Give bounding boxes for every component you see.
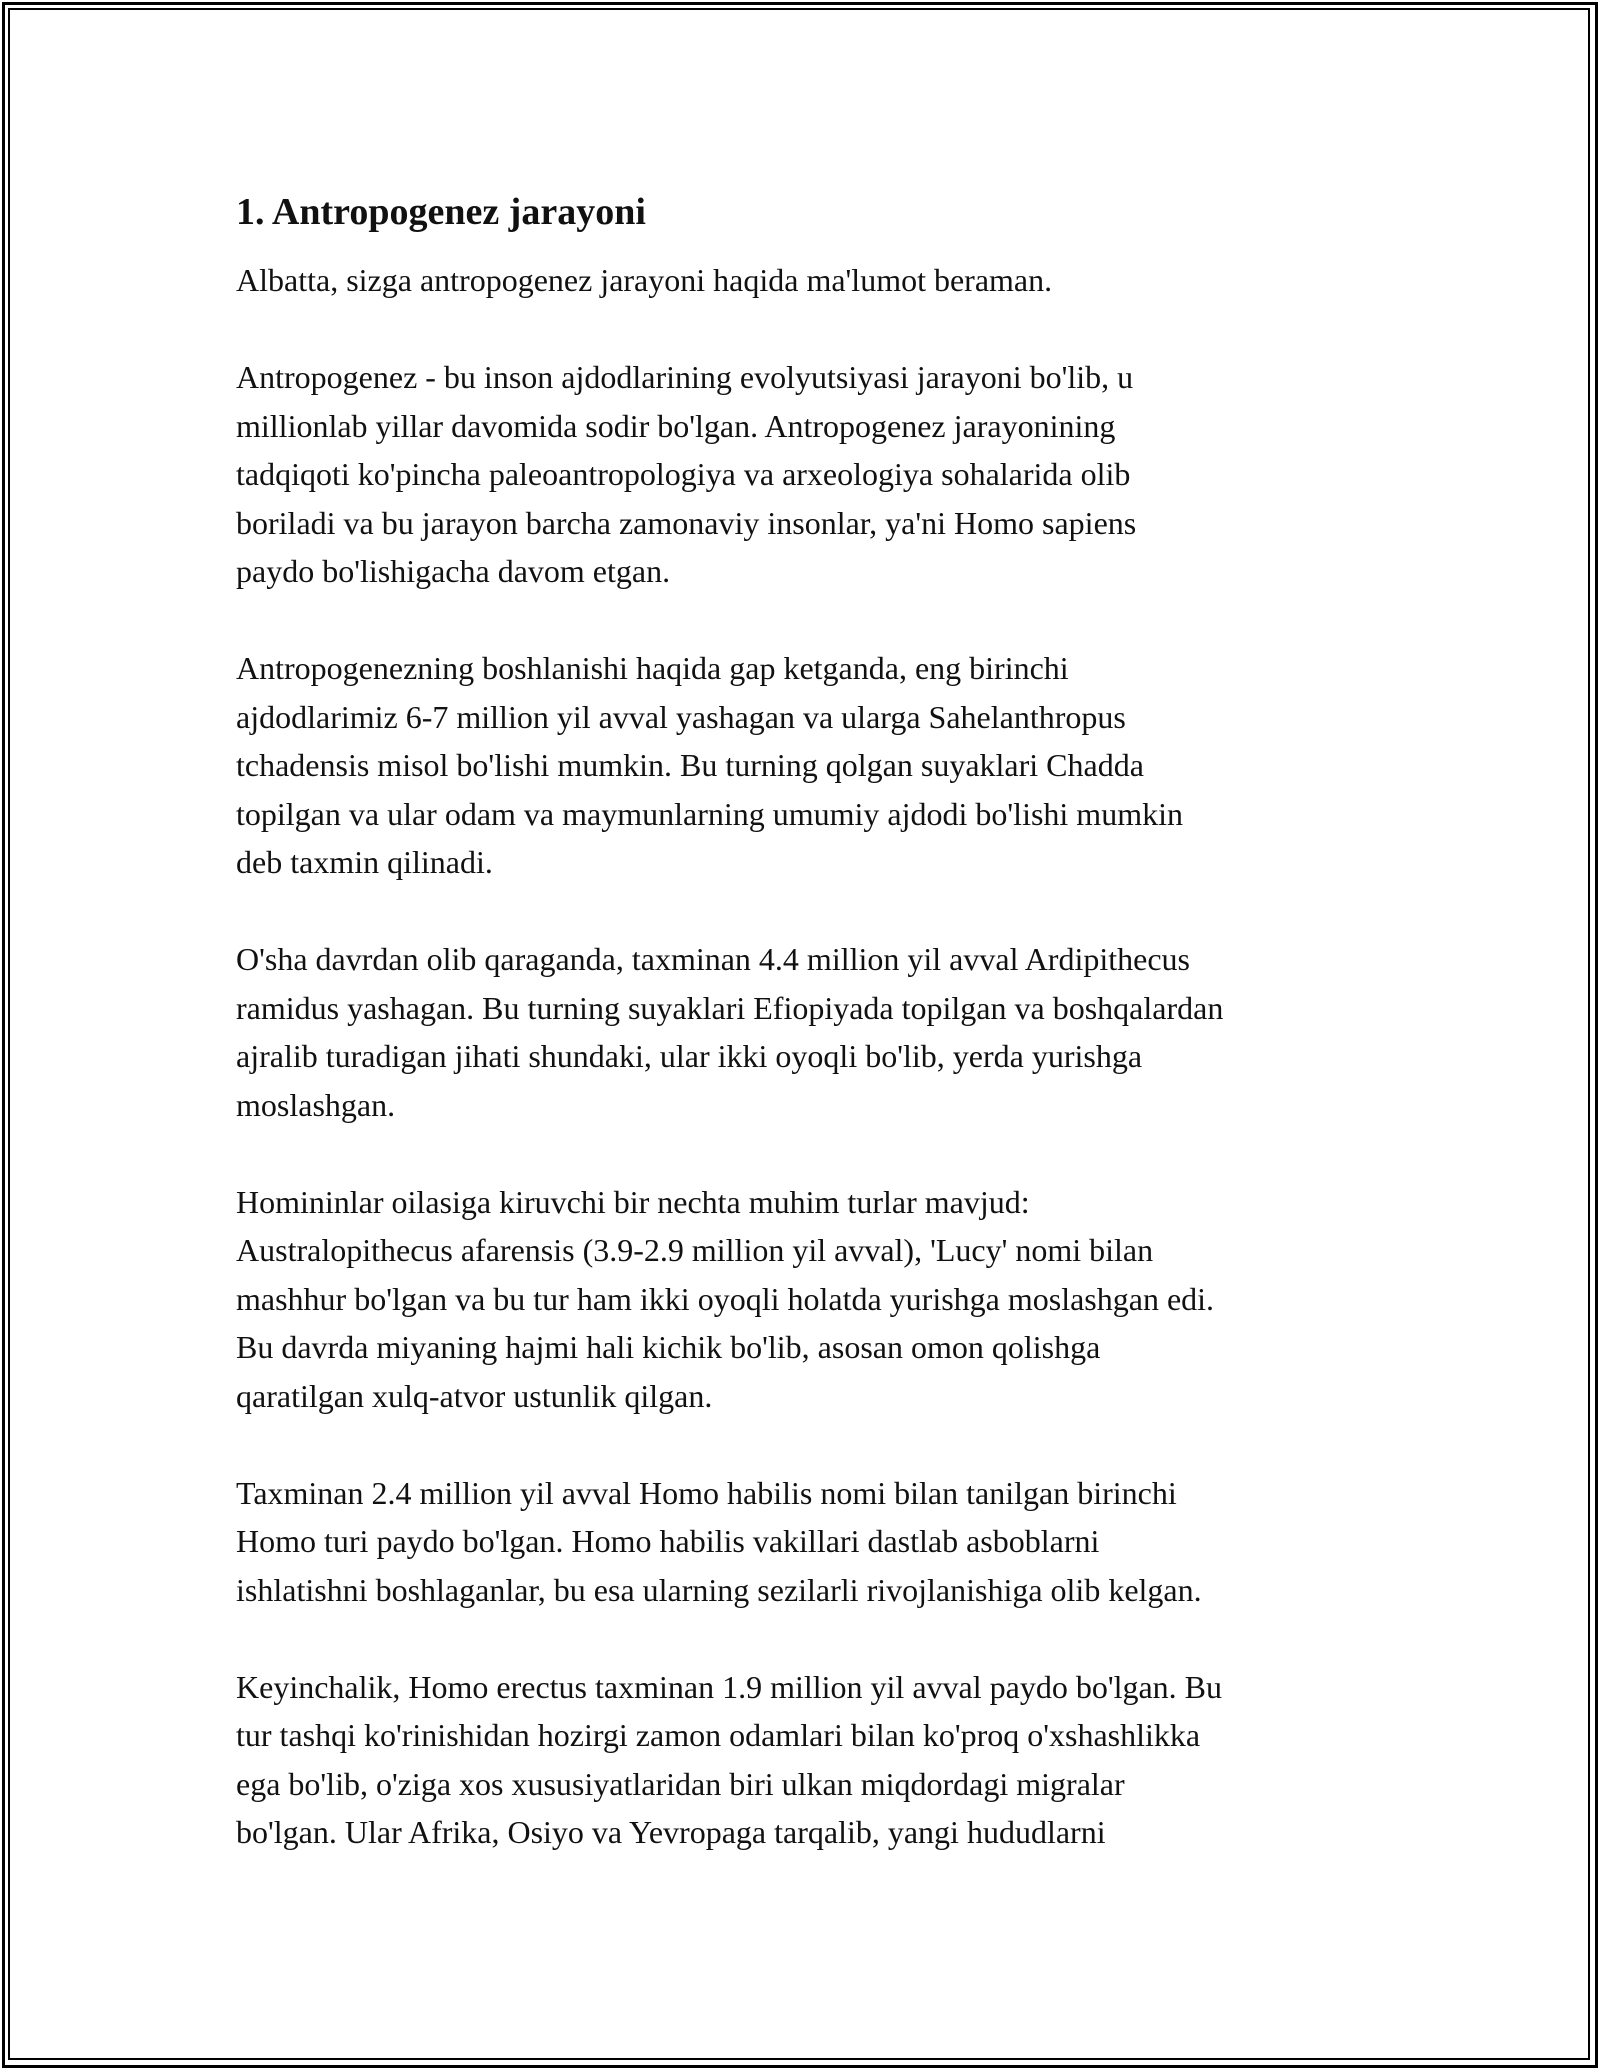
text-line: tur tashqi ko'rinishidan hozirgi zamon odamlari bilan ko'proq o'xshashlikka xyxy=(236,1717,1201,1753)
paragraph-homo-habilis xyxy=(236,1469,1386,1615)
paragraph-beginnings xyxy=(236,644,1386,887)
paragraph-intro xyxy=(236,256,1386,305)
text-line: Albatta, sizga antropogenez jarayoni haqida ma'lumot beraman. xyxy=(236,262,1053,298)
text-line: tadqiqoti ko'pincha paleoantropologiya va arxeologiya sohalarida olib xyxy=(236,456,1131,492)
text-line: mashhur bo'lgan va bu tur ham ikki oyoqli holatda yurishga moslashgan edi. xyxy=(236,1280,1215,1317)
text-line: Antropogenezning boshlanishi haqida gap ketganda, eng birinchi xyxy=(236,650,1069,686)
text-line: Australopithecus afarensis (3.9-2.9 million yil avval), 'Lucy' nomi bilan xyxy=(236,1232,1154,1268)
document-page xyxy=(236,188,1386,1905)
text-line: boriladi va bu jarayon barcha zamonaviy insonlar, ya'ni Homo sapiens xyxy=(236,504,1137,541)
text-line: ajdodlarimiz 6-7 million yil avval yashagan va ularga Sahelanthropus xyxy=(236,698,1126,735)
text-line: Taxminan 2.4 million yil avval Homo habilis nomi bilan tanilgan birinchi xyxy=(236,1474,1177,1511)
text-line: ajralib turadigan jihati shundaki, ular ikki oyoqli bo'lib, yerda yurishga xyxy=(236,1038,1143,1074)
text-line: Bu davrda miyaning hajmi hali kichik bo'lib, asosan omon qolishga xyxy=(236,1329,1101,1365)
text-line: paydo bo'lishigacha davom etgan. xyxy=(236,553,671,589)
paragraph-australopithecus xyxy=(236,1178,1386,1421)
text-line: Keyinchalik, Homo erectus taxminan 1.9 million yil avval paydo bo'lgan. Bu xyxy=(236,1668,1223,1705)
text-line: Antropogenez - bu inson ajdodlarining evolyutsiyasi jarayoni bo'lib, u xyxy=(236,359,1134,395)
text-line: moslashgan. xyxy=(236,1086,396,1123)
text-line: deb taxmin qilinadi. xyxy=(236,844,493,880)
text-line: Homininlar oilasiga kiruvchi bir nechta muhim turlar mavjud: xyxy=(236,1183,1030,1220)
paragraph-definition xyxy=(236,353,1386,596)
text-line: Homo turi paydo bo'lgan. Homo habilis vakillari dastlab asboblarni xyxy=(236,1523,1100,1559)
text-line: ega bo'lib, o'ziga xos xususiyatlaridan biri ulkan miqdordagi migralar xyxy=(236,1765,1125,1802)
text-line: topilgan va ular odam va maymunlarning umumiy ajdodi bo'lishi mumkin xyxy=(236,795,1183,832)
text-line: ramidus yashagan. Bu turning suyaklari Efiopiyada topilgan va boshqalardan xyxy=(236,989,1224,1026)
paragraph-homo-erectus xyxy=(236,1663,1386,1857)
paragraph-ardipithecus xyxy=(236,935,1386,1129)
text-line: tchadensis misol bo'lishi mumkin. Bu turning qolgan suyaklari Chadda xyxy=(236,747,1144,783)
document-title: 1. Antropogenez jarayoni xyxy=(236,191,646,233)
text-line: qaratilgan xulq-atvor ustunlik qilgan. xyxy=(236,1377,713,1414)
text-line: millionlab yillar davomida sodir bo'lgan. Antropogenez jarayonining xyxy=(236,407,1116,444)
text-line: O'sha davrdan olib qaraganda, taxminan 4.4 million yil avval Ardipithecus xyxy=(236,941,1190,977)
text-line: ishlatishni boshlaganlar, bu esa ularning sezilarli rivojlanishiga olib kelgan. xyxy=(236,1571,1202,1608)
text-line: bo'lgan. Ular Afrika, Osiyo va Yevropaga tarqalib, yangi hududlarni xyxy=(236,1814,1106,1850)
